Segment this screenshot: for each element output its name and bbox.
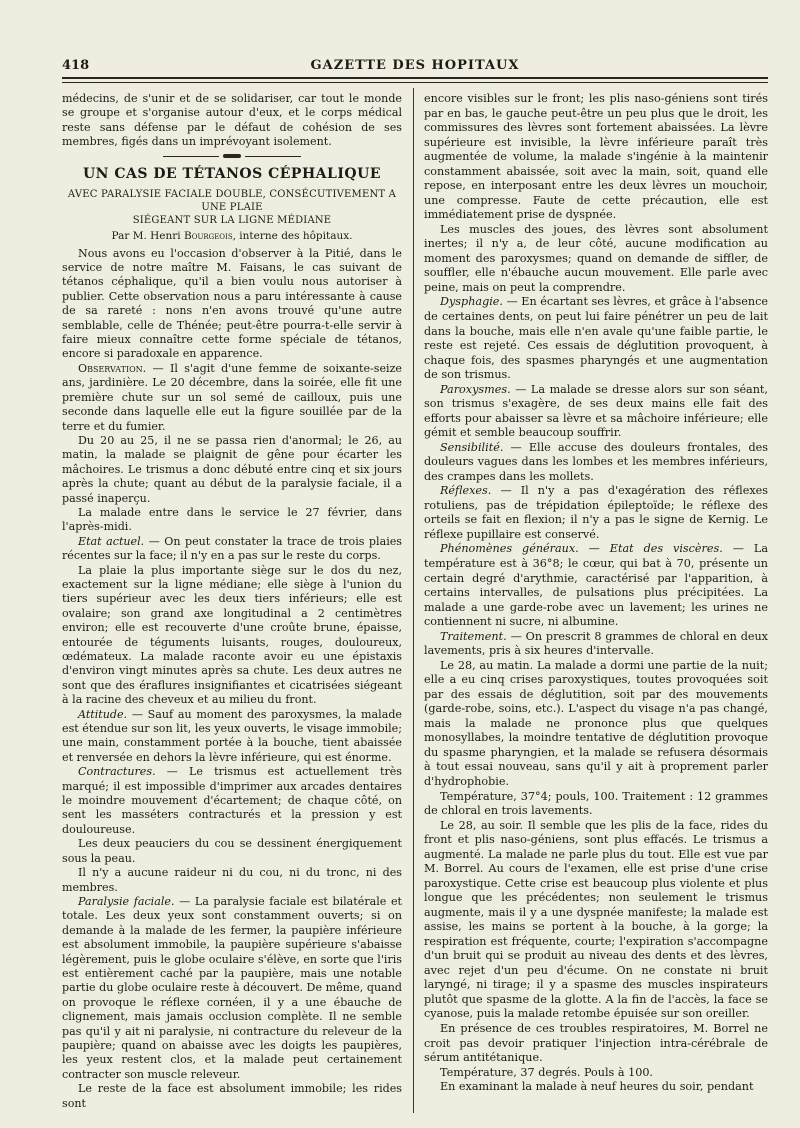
header-rule-thin	[62, 82, 768, 83]
paragraph: Le 28, au matin. La malade a dormi une partie de la nuit; elle a eu cinq crises paroxystiques, toutes provoquées soit par des essais de déglutition, soit par des mouvements (garde-robe, soins, etc.). L'aspect du visage n'a pas changé, mais la malade ne prononce plus que quelques monosyllabes, la moindre tentative de déglutition provoque du spasme pharyngien, et la malade se refusera désormais à tout essai nouveau, sans qu'il y ait à proprement parler d'hydrophobie.	[424, 658, 768, 788]
article-author	[62, 230, 402, 243]
section-label: Dysphagie.	[440, 295, 503, 309]
journal-title: GAZETTE DES HOPITAUX	[310, 58, 520, 73]
section-label: Contractures.	[78, 765, 156, 779]
paragraph-text: — On peut constater la trace de trois plaies récentes sur la face; il n'y en a pas sur le reste du corps.	[62, 534, 402, 563]
paragraph-text: — En écartant ses lèvres, et grâce à l'absence de certaines dents, on peut lui faire pénétrer un peu de lait dans la bouche, mais elle n'en avale qu'une faible partie, le reste est rejeté. Ces essais de déglutition provoquent, à chaque fois, des spasmes pharyngés et une augmentation de son trismus.	[424, 295, 768, 382]
paragraph: Température, 37°4; pouls, 100. Traitement : 12 grammes de chloral en trois lavements.	[424, 789, 768, 818]
paragraph: La malade entre dans le service le 27 février, dans l'après-midi.	[62, 505, 402, 534]
paragraph-text: — Elle accuse des douleurs frontales, des douleurs vagues dans les lombes et les membres inférieurs, des crampes dans les mollets.	[424, 440, 768, 483]
paragraph-text: — On prescrit 8 grammes de chloral en deux lavements, pris à six heures d'intervalle.	[424, 629, 768, 658]
paragraph-text: — La paralysie faciale est bilatérale et totale. Les deux yeux sont constamment ouverts; si on demande à la malade de les fermer, la paupière inférieure est absolument immobile, la paupière supérieure s'abaisse légèrement, puis le globe oculaire s'élève, en sorte que l'iris est entièrement caché par la paupière, mais une notable partie du globe oculaire reste à découvert. De même, quand on provoque le réflexe cornéen, il y a une ébauche de clignement, mais jamais occlusion complète. Il ne semble pas qu'il y ait ni paralysie, ni contracture du releveur de la paupière; quand on abaisse avec les doigts les paupières, les yeux restent clos, et la malade peut certainement contracter son muscle releveur.	[62, 894, 402, 1081]
section-separator	[62, 150, 402, 163]
paragraph: Le reste de la face est absolument immobile; les rides sont	[62, 1082, 402, 1110]
paragraph	[62, 535, 402, 564]
paragraph: La plaie la plus importante siège sur le dos du nez, exactement sur la ligne médiane; elle siège à l'union du tiers supérieur avec les deux tiers inférieurs; elle est ovalaire; son grand axe longitudinal a 2 centimètres environ; elle est recouverte d'une croûte brune, épaisse, entourée de téguments luisants, rouges, douloureux, œdémateux. La malade raconte avoir eu une épistaxis d'environ vingt minutes après sa chute. Les deux autres ne sont que des éraflures insignifiantes et cicatrisées siégeant à la racine des cheveux et au milieu du front.	[62, 563, 402, 707]
paragraph: Les deux peauciers du cou se dessinent énergiquement sous la peau.	[62, 837, 402, 865]
section-label: Paroxysmes.	[440, 382, 511, 396]
paragraph: Du 20 au 25, il ne se passa rien d'anormal; le 26, au matin, la malade se plaignit de gêne pour écarter les mâchoires. Le trismus a donc débuté entre cinq et six jours après la chute; quant au début de la paralysie faciale, il a passé inaperçu.	[62, 433, 402, 505]
paragraph	[62, 765, 402, 837]
paragraph: En présence de ces troubles respiratoires, M. Borrel ne croit pas devoir pratiquer l'injection intra-cérébrale de sérum antitétanique.	[424, 1022, 768, 1065]
author-suffix: , interne des hôpitaux.	[232, 229, 353, 242]
section-label: Paralysie faciale.	[78, 894, 175, 908]
paragraph	[62, 708, 402, 766]
paragraph-text: — Il s'agit d'une femme de soixante-seize ans, jardinière. Le 20 décembre, dans la soirée, elle fit une première chute sur un sol semé de cailloux, puis une seconde dans laquelle elle eut la figure souillée par de la terre et du fumier.	[62, 361, 402, 433]
paragraph: En examinant la malade à neuf heures du soir, pendant	[440, 1080, 754, 1094]
author-prefix: Par M. Henri	[111, 229, 184, 242]
paragraph	[424, 484, 768, 542]
paragraph	[424, 295, 768, 382]
header-rule-thick	[62, 77, 768, 79]
author-name: Bourgeois	[183, 229, 233, 242]
article-title: UN CAS DE TÉTANOS CÉPHALIQUE	[82, 165, 382, 182]
article-subtitle	[62, 188, 402, 227]
section-label: Réflexes.	[440, 484, 492, 498]
paragraph-text: — La température est à 36°8; le cœur, qui bat à 70, présente un certain degré d'arythmie, caractérisé par l'apparition, à certains intervalles, de pulsations plus précipitées. La malade a une garde-robe avec un lavement; les urines ne contiennent ni sucre, ni albumine.	[424, 542, 768, 629]
section-label: Sensibilité.	[440, 440, 504, 454]
paragraph: Les muscles des joues, des lèvres sont absolument inertes; il n'y a, de leur côté, aucune modification au moment des paroxysmes; quand on demande de siffler, de souffler, elle n'ébauche aucun mouvement. Elle parle avec peine, mais on peut la comprendre.	[424, 222, 768, 294]
left-column	[62, 92, 402, 1111]
paragraph: Température, 37 degrés. Pouls à 100.	[440, 1065, 653, 1079]
paragraph	[62, 895, 402, 1082]
section-label: Attitude.	[78, 707, 128, 721]
paragraph: Il n'y a aucune raideur ni du cou, ni du tronc, ni des membres.	[62, 866, 402, 894]
ornament-icon	[223, 154, 241, 158]
paragraph-text: — Sauf au moment des paroxysmes, la malade est étendue sur son lit, les yeux ouverts, le visage immobile; une main, constamment portée à la bouche, tient abaissée et renversée en dehors la lèvre inférieure, qui est énorme.	[62, 707, 402, 764]
paragraph	[424, 441, 768, 485]
paragraph	[424, 630, 768, 659]
column-divider	[413, 88, 414, 1113]
section-label: Observation.	[78, 361, 147, 375]
paragraph	[424, 383, 768, 441]
article-subtitle-line-1: AVEC PARALYSIE FACIALE DOUBLE, CONSÉCUTIVEMENT A UNE PLAIE	[67, 188, 397, 213]
section-label: Etat actuel.	[78, 534, 145, 548]
paragraph	[424, 542, 768, 629]
paragraph: encore visibles sur le front; les plis naso-géniens sont tirés par en bas, le gauche peut-être un peu plus que le droit, les commissures des lèvres sont fortement abaissées. La lèvre supérieure est invisible, la lèvre inférieure paraît très augmentée de volume, la malade s'ingénie à la maintenir constamment abaissée, soit avec la main, soit, quand elle repose, en interposant entre les deux lèvres un mouchoir, une compresse. Faute de cette précaution, elle est immédiatement prise de dyspnée.	[424, 92, 768, 222]
paragraph-text: — Il n'y a pas d'exagération des réflexes rotuliens, pas de trépidation épileptoïde; le réflexe des orteils se fait en flexion; il n'y a pas le signe de Kernig. Le réflexe pupillaire est conservé.	[424, 484, 768, 541]
paragraph: Nous avons eu l'occasion d'observer à la Pitié, dans le service de notre maître M. Faisans, le cas suivant de tétanos céphalique, qu'il a bien voulu nous autoriser à publier. Cette observation nous a paru intéressante à cause de sa rareté : nons n'en avons trouvé qu'une autre semblable, celle de Thénée; peut-être pourra-t-elle servir à faire mieux connaître cette forme spéciale de tétanos, encore si paradoxale en apparence.	[62, 246, 402, 361]
page-header	[62, 58, 768, 74]
paragraph-text: — La malade se dresse alors sur son séant, son trismus s'exagère, de ses deux mains elle fait des efforts pour abaisser sa lèvre et sa mâchoire inférieure; elle gémit et semble beaucoup souffrir.	[424, 382, 768, 440]
paragraph-text: — Le trismus est actuellement très marqué; il est impossible d'imprimer aux arcades dentaires le moindre mouvement d'écartement; de chaque côté, on sent les masséters contracturés et la pression y est douloureuse.	[62, 765, 402, 836]
paragraph: Le 28, au soir. Il semble que les plis de la face, rides du front et plis naso-géniens, sont plus effacés. Le trismus a augmenté. La malade ne parle plus du tout. Elle est vue par M. Borrel. Au cours de l'examen, elle est prise d'une crise paroxystique. Cette crise est beaucoup plus violente et plus longue que les précédentes; non seulement le trismus augmente, mais il y a une dyspnée manifeste; la malade est assise, les mains se portent à la bouche, à la gorge; la respiration est fréquente, courte; l'expiration s'accompagne d'un bruit qui se produit au niveau des dents et des lèvres, avec rejet d'un peu d'écume. On ne constate ni bruit laryngé, ni tirage; il y a spasme des muscles inspirateurs plutôt que spasme de la glotte. A la fin de l'accès, la face se cyanose, puis la malade retombe épuisée sur son oreiller.	[424, 818, 768, 1021]
right-column	[424, 92, 768, 1095]
paragraph	[62, 362, 402, 434]
page-number: 418	[62, 58, 90, 73]
article-subtitle-line-2: SIÉGEANT SUR LA LIGNE MÉDIANE	[132, 214, 332, 226]
intro-paragraph: médecins, de s'unir et de se solidariser, car tout le monde se groupe et s'organise autour d'eux, et le corps médical reste sans défense par le défaut de cohésion de ses membres, figés dans un imprévoyant isolement.	[62, 92, 402, 149]
section-label: Phénomènes généraux. — Etat des viscères.	[440, 542, 723, 556]
section-label: Traitement.	[440, 629, 507, 643]
